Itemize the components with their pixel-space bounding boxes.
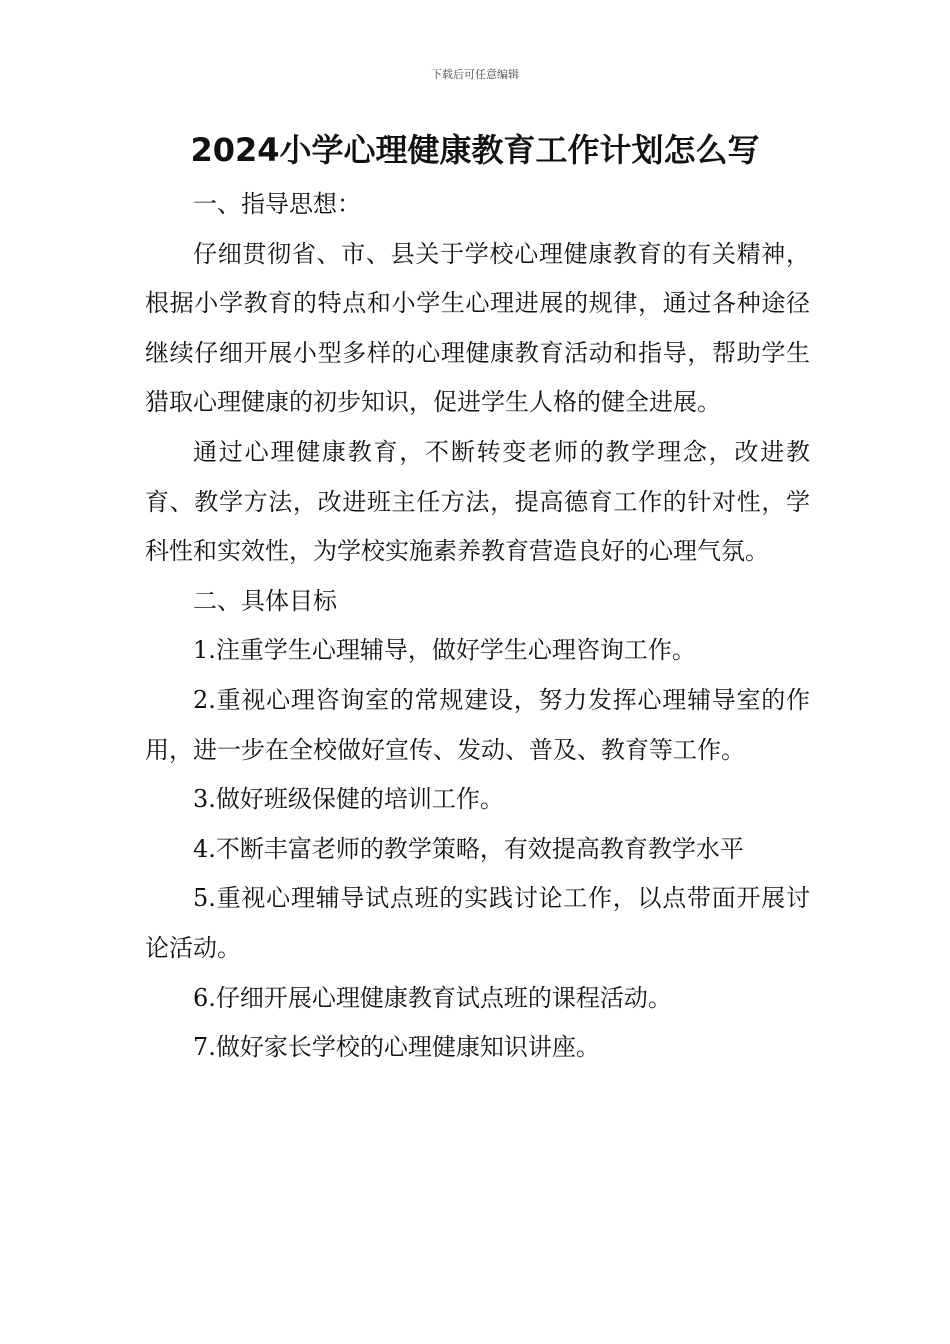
list-item: 6.仔细开展心理健康教育试点班的课程活动。 [193,983,672,1012]
header-note: 下载后可任意编辑 [431,69,519,81]
section-heading-specific-goals: 二、具体目标 [193,586,337,615]
list-item: 4.不断丰富老师的教学策略，有效提高教育教学水平 [193,834,744,863]
paragraph: 通过心理健康教育，不断转变老师的教学理念，改进教育、教学方法，改进班主任方法，提高德育工作的针对性，学科性和实效性，为学校实施素养教育营造良好的心理气氛。 [145,437,810,566]
list-item: 7.做好家长学校的心理健康知识讲座。 [193,1033,600,1062]
list-item: 5.重视心理辅导试点班的实践讨论工作，以点带面开展讨论活动。 [145,884,810,962]
list-item: 2.重视心理咨询室的常规建设，努力发挥心理辅导室的作用，进一步在全校做好宣传、发动、普及、教育等工作。 [145,685,810,764]
section-heading-guiding-ideology: 一、指导思想： [193,190,361,218]
list-item: 1.注重学生心理辅导，做好学生心理咨询工作。 [193,636,696,665]
document-title: 2024小学心理健康教育工作计划怎么写 [190,131,760,169]
paragraph: 仔细贯彻省、市、县关于学校心理健康教育的有关精神，根据小学教育的特点和小学生心理进展的规律，通过各种途径继续仔细开展小型多样的心理健康教育活动和指导，帮助学生猎取心理健康的初步知识，促进学生人格的健全进展。 [145,239,810,417]
document-body [145,180,810,1073]
list-item: 3.做好班级保健的培训工作。 [193,785,504,814]
